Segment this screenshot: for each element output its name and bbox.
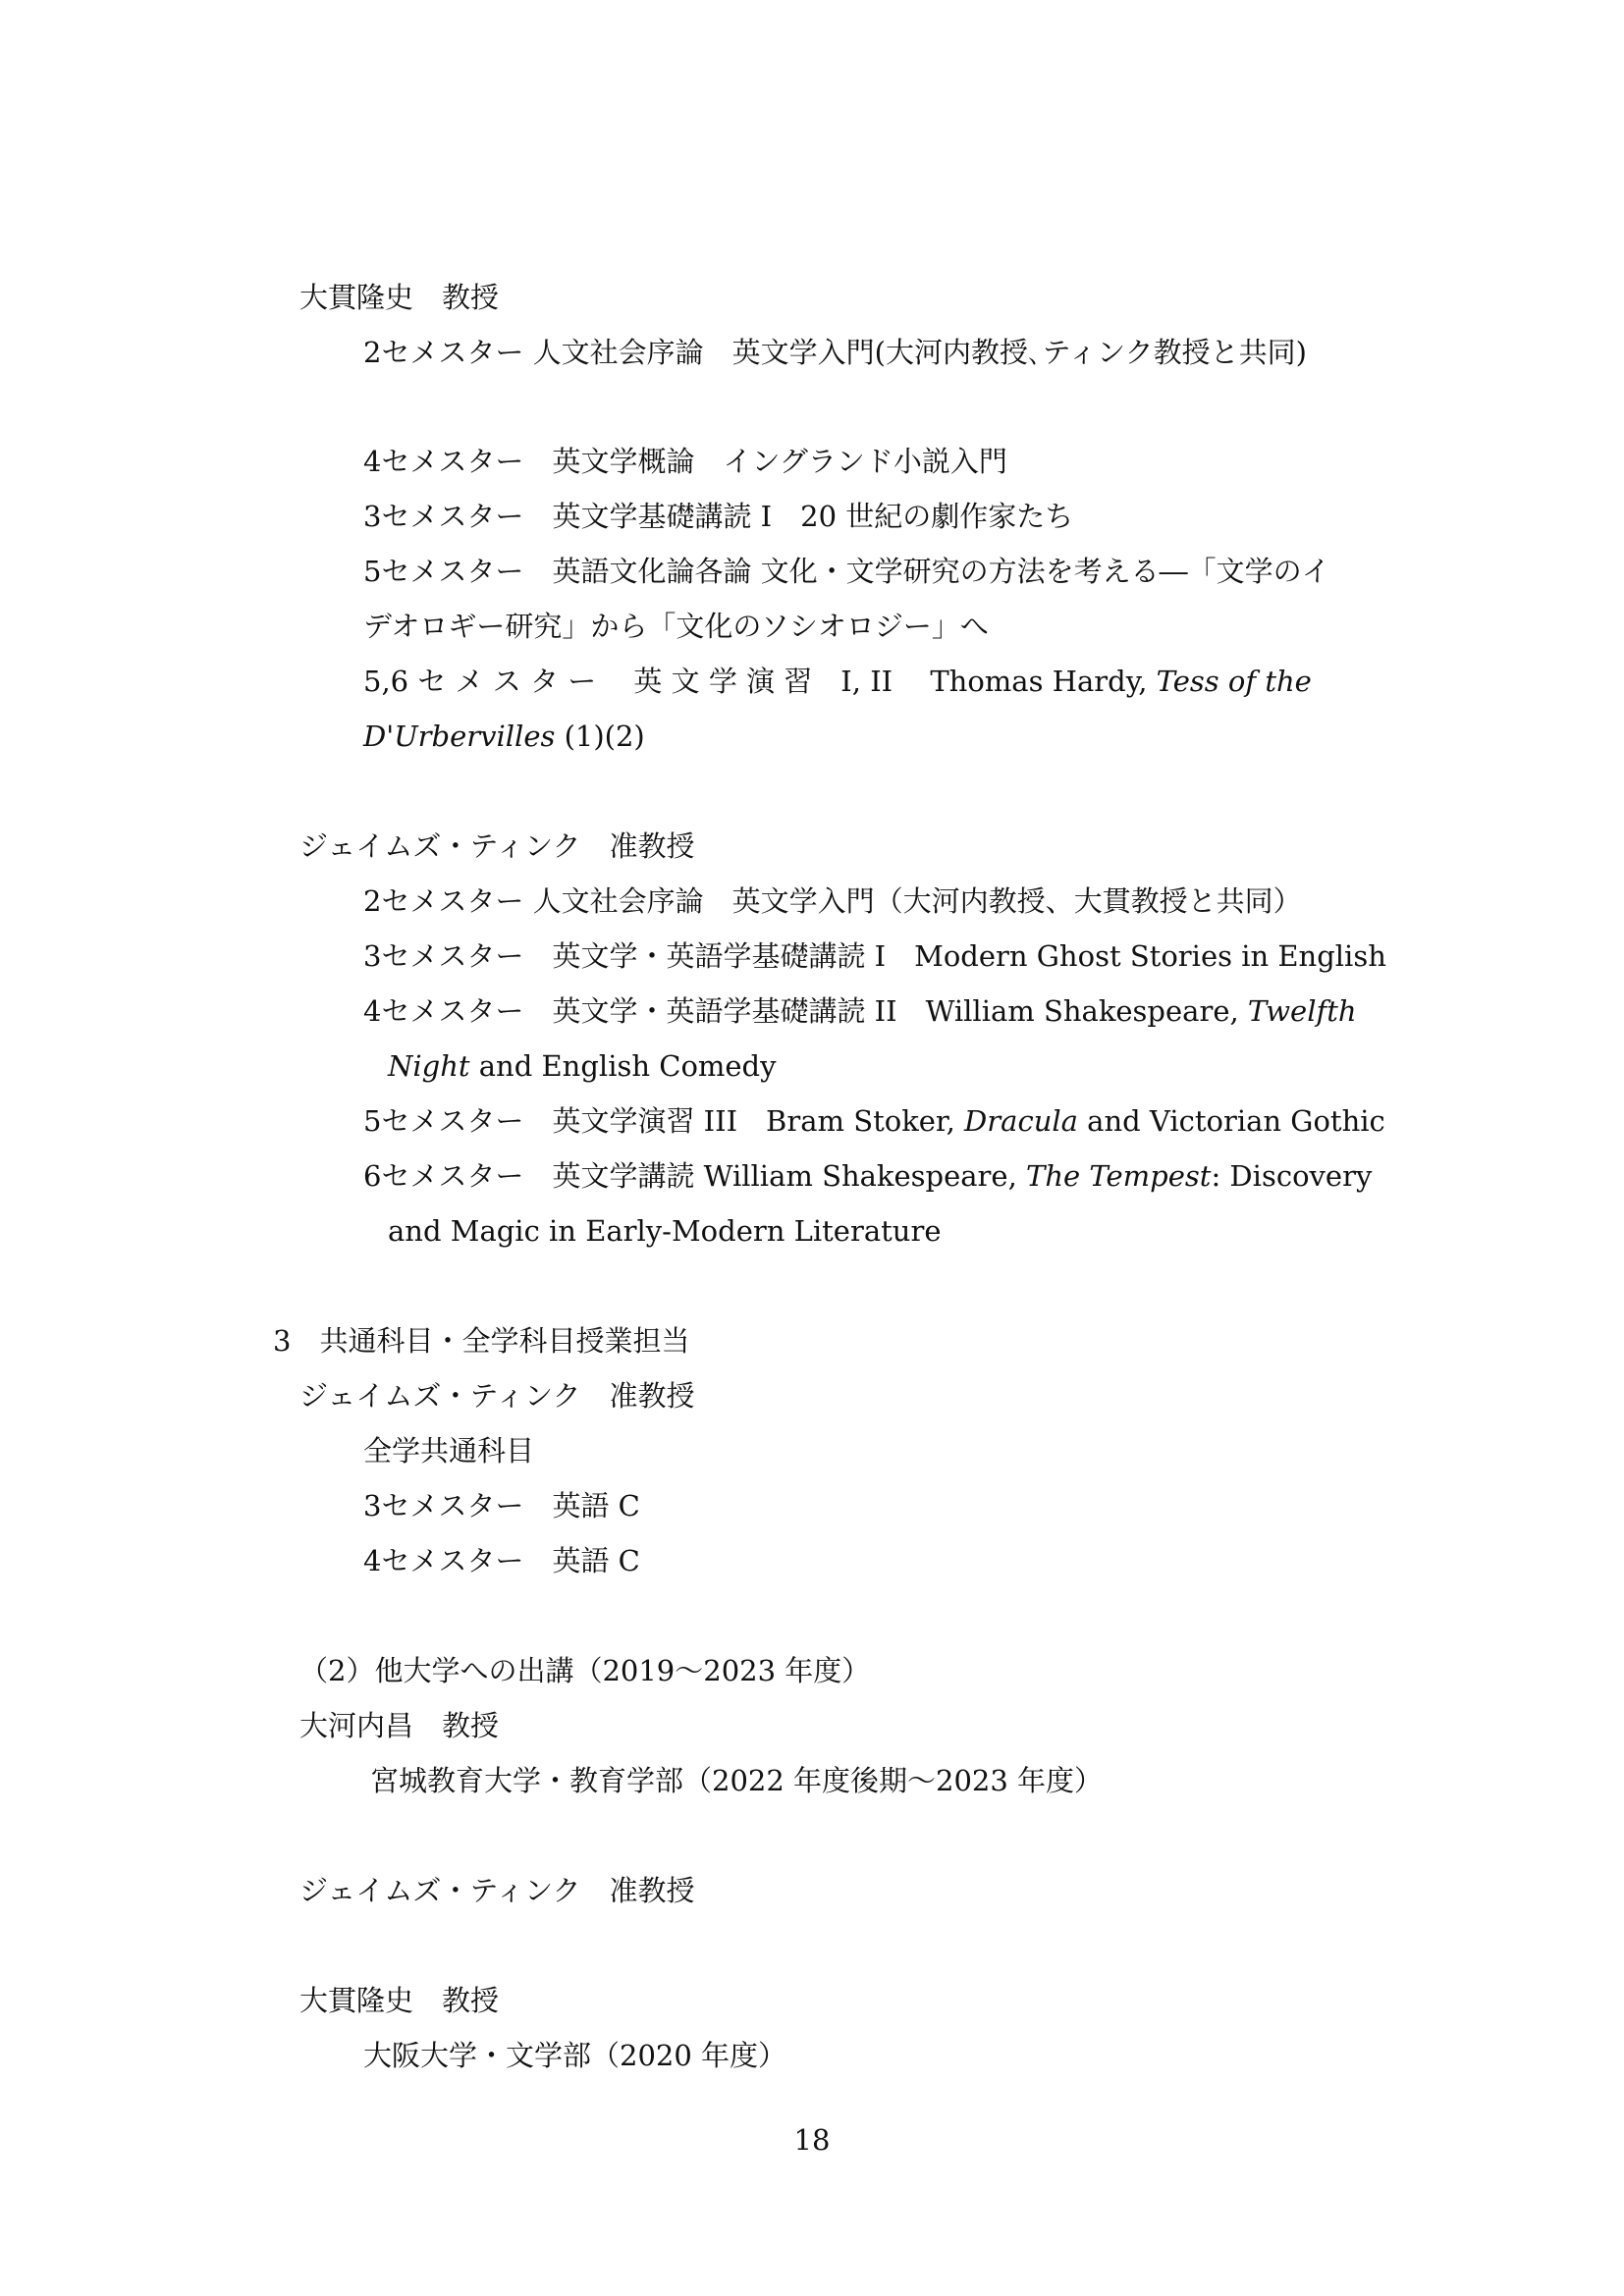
faculty-name-tink: ジェイムズ・ティンク 准教授	[299, 829, 695, 863]
course-item: 3セメスター 英文学・英語学基礎講読 I Modern Ghost Stories in English	[363, 939, 1386, 973]
course-item: 2セメスター 人文社会序論 英文学入門(大河内教授､ティンク教授と共同)	[363, 336, 1307, 369]
course-text: 5,6 セ メ ス タ ー 英 文 学 演 習 I, II Thomas Hardy,	[363, 665, 1157, 698]
book-title: Tess of the	[1156, 665, 1312, 698]
course-item	[363, 662, 1312, 701]
course-text: 5セメスター 英文学演習 III Bram Stoker,	[363, 1104, 965, 1138]
course-item: 2セメスター 人文社会序論 英文学入門（大河内教授、大貫教授と共同）	[363, 884, 1302, 918]
course-category: 全学共通科目	[363, 1434, 535, 1468]
lecture-item: 大阪大学・文学部（2020 年度）	[363, 2039, 787, 2072]
section-heading: 3 共通科目・全学科目授業担当	[273, 1324, 690, 1358]
faculty-name-otsuki: 大貫隆史 教授	[299, 1984, 500, 2017]
course-item	[363, 991, 1357, 1031]
course-item	[363, 1156, 1372, 1196]
course-item-continuation	[388, 1046, 777, 1086]
course-item: 3セメスター 英文学基礎講読 I 20 世紀の劇作家たち	[363, 500, 1074, 533]
faculty-name-okochi: 大河内昌 教授	[299, 1709, 500, 1742]
course-item: 4セメスター 英文学概論 イングランド小説入門	[363, 445, 1007, 478]
course-text: 4セメスター 英文学・英語学基礎講読 II William Shakespeare,	[363, 994, 1248, 1028]
course-text: 6セメスター 英文学講読 William Shakespeare,	[363, 1159, 1027, 1193]
section-heading: （2）他大学への出講（2019～2023 年度）	[299, 1654, 871, 1687]
course-text: : Discovery	[1211, 1159, 1373, 1193]
book-title: The Tempest	[1026, 1159, 1212, 1193]
course-item-continuation	[363, 717, 645, 756]
faculty-name-tink: ジェイムズ・ティンク 准教授	[299, 1874, 695, 1907]
book-title: Twelfth	[1247, 994, 1357, 1028]
page-number: 18	[793, 2123, 831, 2157]
book-title: Night	[388, 1049, 470, 1083]
course-item: 5セメスター 英語文化論各論 文化・文学研究の方法を考える―「文学のイ	[363, 555, 1330, 588]
lecture-item: 宮城教育大学・教育学部（2022 年度後期～2023 年度）	[370, 1764, 1104, 1797]
course-text: and English Comedy	[469, 1049, 777, 1083]
course-item-continuation: デオロギー研究」から「文化のソシオロジー」へ	[363, 610, 989, 643]
faculty-name-tink: ジェイムズ・ティンク 准教授	[299, 1379, 695, 1413]
course-text: (1)(2)	[555, 720, 645, 753]
course-item-continuation: and Magic in Early-Modern Literature	[388, 1214, 942, 1248]
course-item	[363, 1101, 1385, 1141]
course-text: and Victorian Gothic	[1077, 1104, 1385, 1138]
faculty-name-otsuki: 大貫隆史 教授	[299, 281, 500, 314]
course-item: 3セメスター 英語 C	[363, 1489, 640, 1522]
book-title: D'Urbervilles	[363, 720, 556, 753]
book-title: Dracula	[964, 1104, 1078, 1138]
course-item: 4セメスター 英語 C	[363, 1544, 640, 1577]
